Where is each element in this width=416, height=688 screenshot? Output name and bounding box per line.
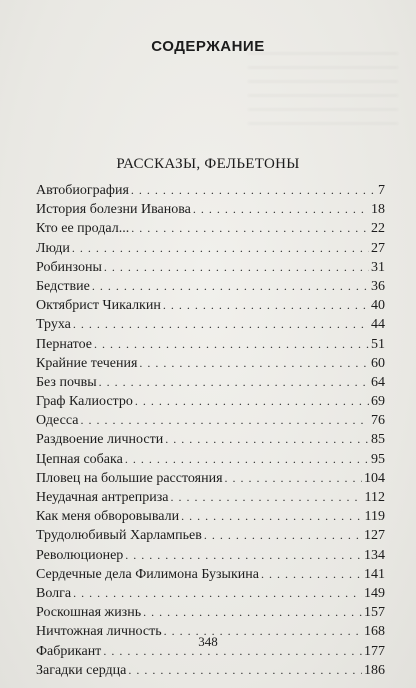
leader-dots [193, 200, 369, 219]
entry-title: Октябрист Чикалкин [36, 298, 161, 314]
entry-title: Автобиография [36, 183, 129, 198]
leader-dots [165, 430, 369, 449]
toc-entry [36, 526, 385, 545]
show-through-text [248, 44, 398, 130]
entry-page: 141 [364, 566, 385, 582]
entry-page: 127 [364, 528, 385, 544]
entry-title: Без почвы [36, 374, 97, 390]
entry-page: 149 [364, 585, 385, 601]
entry-title: Как меня обворовывали [36, 509, 180, 525]
leader-dots [163, 296, 369, 315]
leader-dots [104, 258, 369, 277]
entry-page: 134 [364, 547, 385, 563]
leader-dots [92, 277, 369, 296]
toc-entry [36, 488, 385, 507]
entry-title: Загадки сердца [36, 662, 127, 678]
entry-page: 177 [364, 643, 385, 659]
leader-dots [143, 603, 362, 622]
entry-title: Сердечные дела Филимона Бузыкина [36, 566, 259, 582]
toc-entry [36, 661, 385, 680]
entry-page: 69 [371, 394, 385, 410]
leader-dots [94, 335, 369, 354]
toc-entry [36, 219, 385, 238]
entry-page: 27 [371, 240, 385, 256]
toc-entry [36, 258, 385, 277]
entry-page: 60 [371, 355, 385, 371]
toc-entry [36, 392, 385, 411]
leader-dots [72, 239, 369, 258]
leader-dots [131, 181, 376, 200]
entry-title: Одесса [36, 413, 79, 429]
toc-entry [36, 277, 385, 296]
contents-heading: СОДЕРЖАНИЕ [151, 38, 265, 55]
entry-title: Трудолюбивый Харлампьев [36, 528, 202, 544]
leader-dots [171, 488, 363, 507]
leader-dots [261, 565, 362, 584]
entry-title: Раздвоение личности [36, 432, 164, 448]
toc-entry [36, 469, 385, 488]
toc-entry [36, 373, 385, 392]
toc-entry [36, 181, 385, 200]
toc-entry [36, 430, 385, 449]
leader-dots [225, 469, 362, 488]
entry-title: Цепная собака [36, 451, 123, 467]
entry-title: Бедствие [36, 278, 90, 294]
toc-entry [36, 450, 385, 469]
entry-page: 18 [371, 202, 385, 218]
entry-title: Волга [36, 585, 72, 601]
entry-page: 22 [371, 221, 385, 237]
entry-page: 36 [371, 278, 385, 294]
entry-page: 119 [364, 509, 385, 525]
entry-page: 7 [378, 183, 385, 198]
leader-dots [73, 584, 362, 603]
entry-page: 112 [364, 490, 385, 505]
leader-dots [131, 219, 369, 238]
entry-title: Робинзоны [36, 259, 102, 275]
entry-page: 40 [371, 298, 385, 314]
entry-title: Революционер [36, 547, 124, 563]
entry-title: Пловец на большие расстояния [36, 470, 223, 486]
leader-dots [125, 546, 362, 565]
entry-page: 44 [371, 317, 385, 333]
entry-page: 168 [364, 624, 385, 640]
toc-entry [36, 411, 385, 430]
toc-entry [36, 296, 385, 315]
toc-entry [36, 546, 385, 565]
leader-dots [139, 354, 369, 373]
leader-dots [135, 392, 369, 411]
entry-title: Крайние течения [36, 355, 138, 371]
entry-title: Ничтожная личность [36, 624, 162, 640]
entry-title: Кто ее продал... [36, 221, 130, 237]
toc-entry [36, 507, 385, 526]
entry-page: 186 [364, 662, 385, 678]
toc-entry [36, 335, 385, 354]
entry-title: Роскошная жизнь [36, 605, 142, 621]
page-number: 348 [198, 634, 218, 649]
section-title: РАССКАЗЫ, ФЕЛЬЕТОНЫ [116, 156, 300, 172]
toc-entry [36, 584, 385, 603]
entry-title: Граф Калиостро [36, 394, 133, 410]
entry-page: 31 [371, 259, 385, 275]
toc-entry [36, 565, 385, 584]
table-of-contents [36, 181, 385, 680]
toc-entry [36, 603, 385, 622]
entry-page: 85 [371, 432, 385, 448]
leader-dots [73, 315, 369, 334]
entry-title: Пернатое [36, 336, 92, 352]
leader-dots [128, 661, 362, 680]
leader-dots [99, 373, 369, 392]
leader-dots [204, 526, 362, 545]
leader-dots [125, 450, 369, 469]
toc-entry [36, 315, 385, 334]
toc-entry [36, 354, 385, 373]
toc-entry [36, 200, 385, 219]
entry-title: Труха [36, 317, 71, 333]
entry-title: Фабрикант [36, 643, 102, 659]
entry-page: 157 [364, 605, 385, 621]
leader-dots [80, 411, 369, 430]
toc-entry [36, 239, 385, 258]
entry-page: 51 [371, 336, 385, 352]
entry-title: Люди [36, 240, 70, 256]
entry-title: История болезни Иванова [36, 202, 191, 218]
entry-page: 64 [371, 374, 385, 390]
leader-dots [181, 507, 362, 526]
entry-page: 104 [364, 470, 385, 486]
entry-page: 95 [371, 451, 385, 467]
entry-page: 76 [371, 413, 385, 429]
entry-title: Неудачная антреприза [36, 490, 169, 505]
